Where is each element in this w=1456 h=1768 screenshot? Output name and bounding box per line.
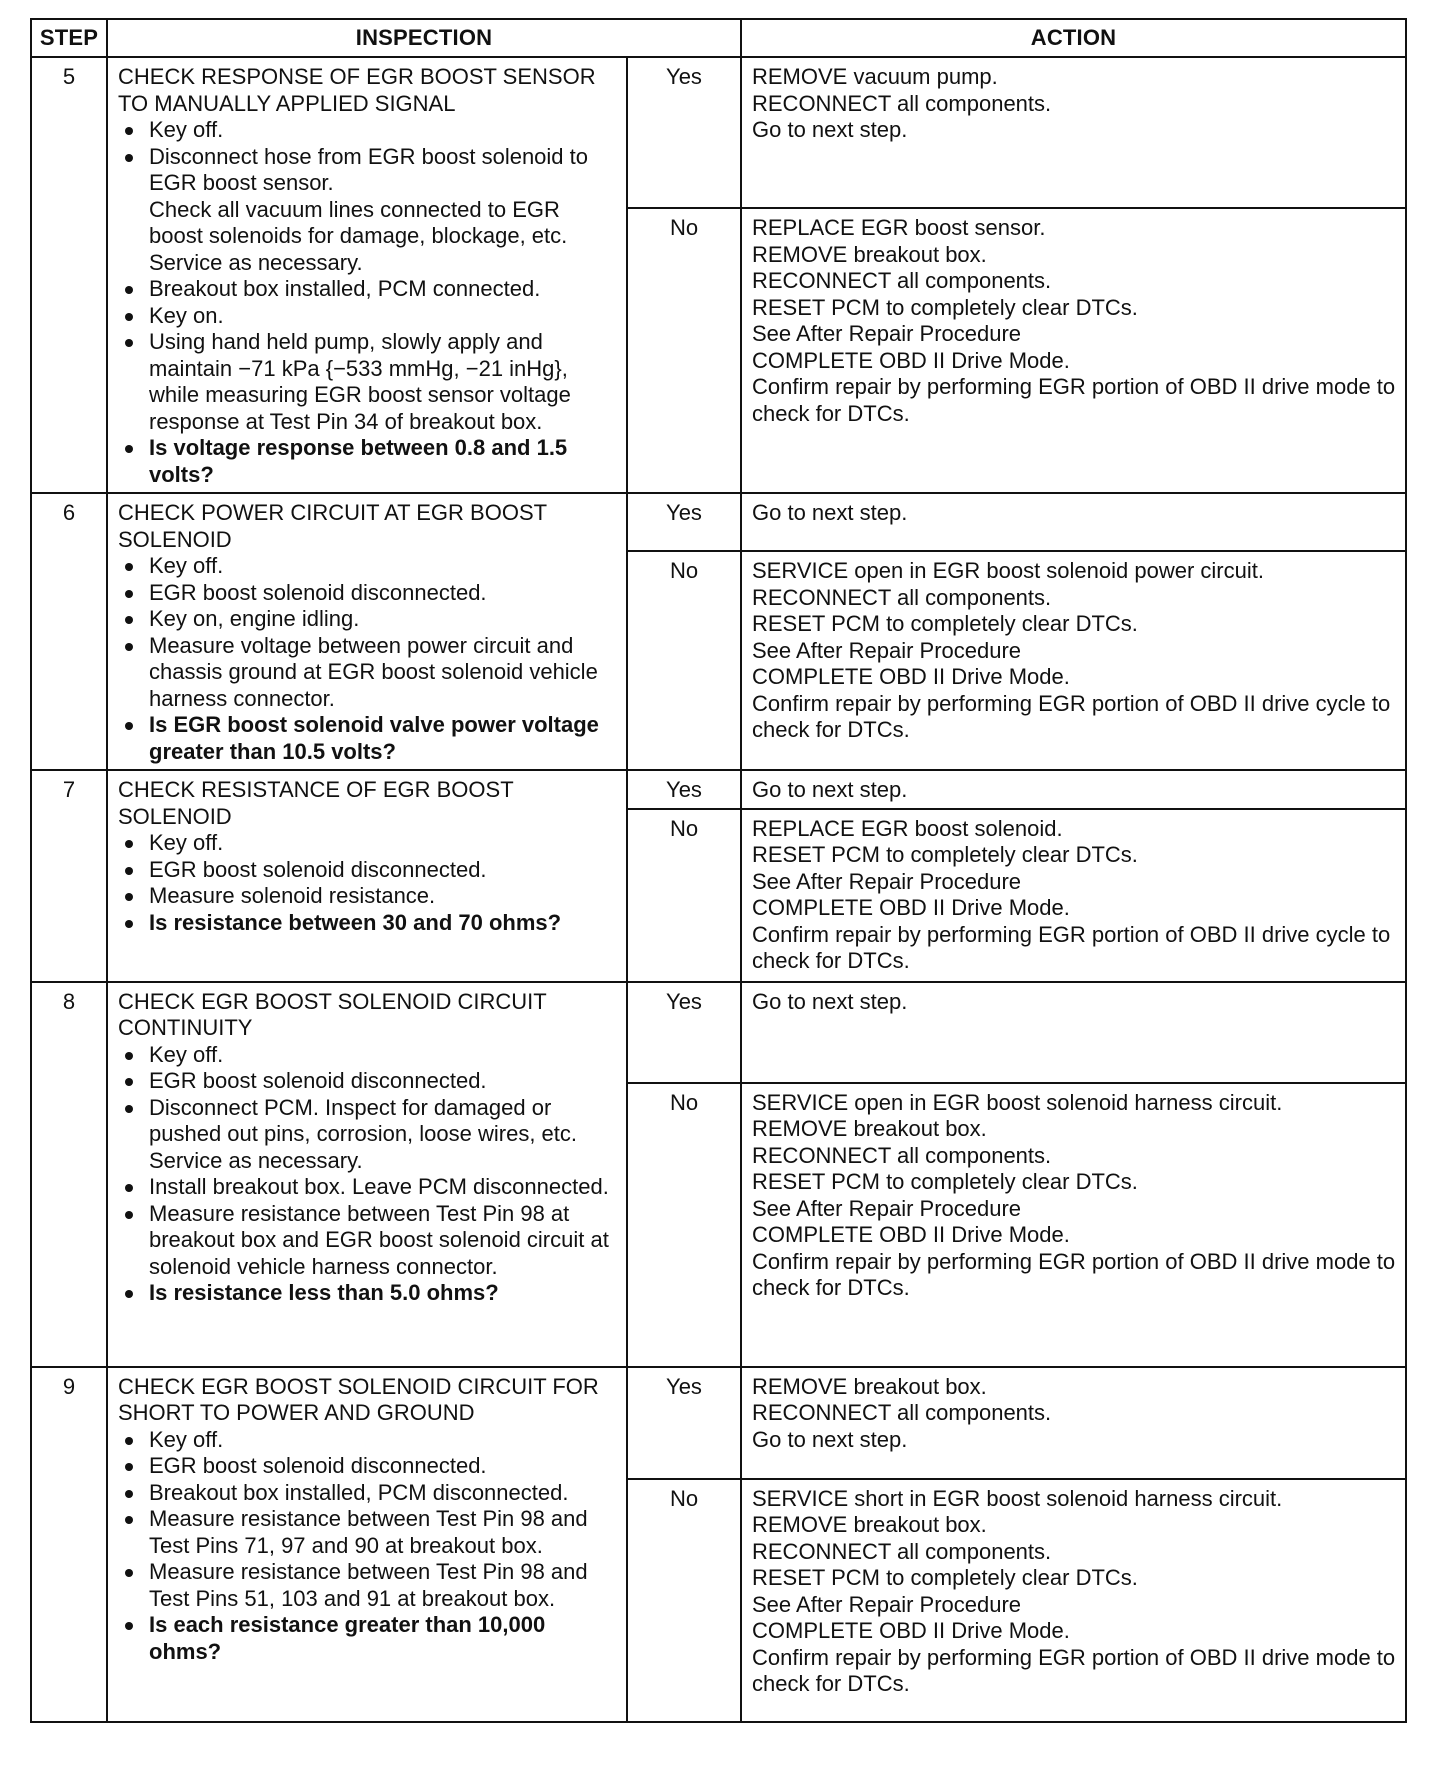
diagnostic-table bbox=[30, 18, 1407, 1723]
inspection-bullet: Key off. bbox=[118, 553, 618, 580]
action-line: SERVICE open in EGR boost solenoid power circuit. bbox=[752, 558, 1264, 584]
action-line: Confirm repair by performing EGR portion of OBD II drive cycle to check for DTCs. bbox=[752, 921, 1391, 973]
inspection-bullet: Measure solenoid resistance. bbox=[118, 883, 618, 910]
inspection-bullet: Measure resistance between Test Pin 98 at breakout box and EGR boost solenoid circuit at solenoid vehicle harness connector. bbox=[118, 1201, 618, 1281]
answer-yes: Yes bbox=[627, 770, 741, 809]
action-line: See After Repair Procedure bbox=[752, 637, 1022, 663]
inspection-bullet: Install breakout box. Leave PCM disconnected. bbox=[118, 1174, 618, 1201]
action-no bbox=[741, 1479, 1406, 1722]
action-line: See After Repair Procedure bbox=[752, 1591, 1022, 1617]
action-line: Confirm repair by performing EGR portion of OBD II drive mode to check for DTCs. bbox=[752, 374, 1396, 426]
action-line: RECONNECT all components. bbox=[752, 1142, 1052, 1168]
action-line: COMPLETE OBD II Drive Mode. bbox=[752, 1222, 1070, 1247]
inspection-bullet: Key off. bbox=[118, 1042, 618, 1069]
answer-no: No bbox=[627, 1083, 741, 1367]
table-row bbox=[31, 57, 1406, 208]
inspection-bullet: EGR boost solenoid disconnected. bbox=[118, 580, 618, 607]
action-line: RECONNECT all components. bbox=[752, 268, 1052, 294]
action-line: Confirm repair by performing EGR portion of OBD II drive cycle to check for DTCs. bbox=[752, 690, 1391, 743]
inspection-list bbox=[118, 117, 618, 488]
inspection-bullet: EGR boost solenoid disconnected. bbox=[118, 1068, 618, 1095]
action-line: RECONNECT all components. bbox=[752, 1538, 1052, 1564]
action-line: REPLACE EGR boost sensor. bbox=[752, 215, 1046, 241]
action-line: Go to next step. bbox=[752, 777, 908, 802]
action-line: Confirm repair by performing EGR portion of OBD II drive mode to check for DTCs. bbox=[752, 1248, 1396, 1300]
inspection-bullet: Disconnect PCM. Inspect for damaged or pushed out pins, corrosion, loose wires, etc. Service as necessary. bbox=[118, 1095, 618, 1175]
inspection-list bbox=[118, 1042, 618, 1307]
answer-yes: Yes bbox=[627, 982, 741, 1083]
inspection-bullet: Disconnect hose from EGR boost solenoid to EGR boost sensor. bbox=[118, 144, 618, 197]
inspection-bullet: Key off. bbox=[118, 830, 618, 857]
action-line: SERVICE open in EGR boost solenoid harness circuit. bbox=[752, 1089, 1283, 1115]
action-line: REMOVE breakout box. bbox=[752, 241, 987, 267]
inspection-cell bbox=[107, 493, 627, 770]
action-line: RECONNECT all components. bbox=[752, 90, 1052, 116]
inspection-bullet: EGR boost solenoid disconnected. bbox=[118, 1453, 618, 1480]
action-yes bbox=[741, 493, 1406, 551]
answer-no: No bbox=[627, 208, 741, 493]
action-line: Go to next step. bbox=[752, 988, 908, 1014]
inspection-title: CHECK POWER CIRCUIT AT EGR BOOST SOLENOID bbox=[118, 500, 547, 552]
action-line: See After Repair Procedure bbox=[752, 1195, 1022, 1221]
action-yes bbox=[741, 770, 1406, 809]
action-yes bbox=[741, 1367, 1406, 1479]
answer-no: No bbox=[627, 1479, 741, 1722]
inspection-title: CHECK EGR BOOST SOLENOID CIRCUIT FOR SHORT TO POWER AND GROUND bbox=[118, 1373, 599, 1425]
step-number: 7 bbox=[31, 770, 107, 982]
action-line: Go to next step. bbox=[752, 117, 908, 142]
header-step: STEP bbox=[31, 19, 107, 57]
answer-yes: Yes bbox=[627, 57, 741, 208]
answer-no: No bbox=[627, 809, 741, 982]
inspection-bullet: Measure voltage between power circuit and chassis ground at EGR boost solenoid vehicle harness connector. bbox=[118, 633, 618, 713]
inspection-cell bbox=[107, 57, 627, 493]
action-line: Confirm repair by performing EGR portion of OBD II drive mode to check for DTCs. bbox=[752, 1644, 1396, 1696]
answer-yes: Yes bbox=[627, 1367, 741, 1479]
inspection-question: Is resistance less than 5.0 ohms? bbox=[118, 1280, 618, 1307]
action-line: RESET PCM to completely clear DTCs. bbox=[752, 1565, 1138, 1590]
action-line: REPLACE EGR boost solenoid. bbox=[752, 815, 1063, 841]
table-row bbox=[31, 770, 1406, 809]
inspection-title: CHECK EGR BOOST SOLENOID CIRCUIT CONTINUITY bbox=[118, 988, 547, 1040]
action-line: RESET PCM to completely clear DTCs. bbox=[752, 1169, 1138, 1194]
step-number: 5 bbox=[31, 57, 107, 493]
action-yes bbox=[741, 982, 1406, 1083]
action-line: COMPLETE OBD II Drive Mode. bbox=[752, 1618, 1070, 1643]
action-line: See After Repair Procedure bbox=[752, 868, 1022, 894]
action-no bbox=[741, 809, 1406, 982]
inspection-bullet: EGR boost solenoid disconnected. bbox=[118, 857, 618, 884]
table-body bbox=[31, 57, 1406, 1722]
inspection-bullet: Key off. bbox=[118, 117, 618, 144]
action-line: RECONNECT all components. bbox=[752, 584, 1052, 610]
inspection-question: Is voltage response between 0.8 and 1.5 volts? bbox=[118, 435, 618, 488]
step-number: 8 bbox=[31, 982, 107, 1367]
inspection-question: Is resistance between 30 and 70 ohms? bbox=[118, 910, 618, 937]
action-line: RESET PCM to completely clear DTCs. bbox=[752, 294, 1138, 320]
inspection-cell bbox=[107, 770, 627, 982]
answer-yes: Yes bbox=[627, 493, 741, 551]
table-row bbox=[31, 982, 1406, 1083]
inspection-bullet: Breakout box installed, PCM disconnected. bbox=[118, 1480, 618, 1507]
inspection-question: Is each resistance greater than 10,000 ohms? bbox=[118, 1612, 618, 1665]
action-yes bbox=[741, 57, 1406, 208]
inspection-title: CHECK RESISTANCE OF EGR BOOST SOLENOID bbox=[118, 777, 514, 829]
inspection-cell bbox=[107, 982, 627, 1367]
inspection-bullet: Using hand held pump, slowly apply and maintain −71 kPa {−533 mmHg, −21 inHg}, while measuring EGR boost sensor voltage response at Test Pin 34 of breakout box. bbox=[118, 329, 618, 435]
step-number: 9 bbox=[31, 1367, 107, 1722]
action-line: COMPLETE OBD II Drive Mode. bbox=[752, 347, 1070, 373]
inspection-bullet: Measure resistance between Test Pin 98 and Test Pins 71, 97 and 90 at breakout box. bbox=[118, 1506, 618, 1559]
action-line: See After Repair Procedure bbox=[752, 321, 1022, 347]
inspection-list bbox=[118, 553, 618, 765]
inspection-list bbox=[118, 830, 618, 936]
inspection-bullet: Breakout box installed, PCM connected. bbox=[118, 276, 618, 303]
inspection-bullet: Key on. bbox=[118, 303, 618, 330]
action-no bbox=[741, 551, 1406, 770]
action-no bbox=[741, 208, 1406, 493]
inspection-list bbox=[118, 1427, 618, 1666]
step-number: 6 bbox=[31, 493, 107, 770]
action-line: Go to next step. bbox=[752, 500, 908, 525]
action-line: COMPLETE OBD II Drive Mode. bbox=[752, 895, 1070, 920]
inspection-cell bbox=[107, 1367, 627, 1722]
diagnostic-document bbox=[30, 18, 1405, 1723]
action-line: REMOVE vacuum pump. bbox=[752, 64, 998, 89]
inspection-note: Check all vacuum lines connected to EGR boost solenoids for damage, blockage, etc. Service as necessary. bbox=[149, 196, 568, 275]
action-line: RESET PCM to completely clear DTCs. bbox=[752, 842, 1138, 867]
action-line: REMOVE breakout box. bbox=[752, 1116, 987, 1141]
action-line: REMOVE breakout box. bbox=[752, 1512, 987, 1537]
table-row bbox=[31, 1367, 1406, 1479]
action-line: REMOVE breakout box. bbox=[752, 1373, 987, 1399]
header-row bbox=[31, 19, 1406, 57]
action-line: RESET PCM to completely clear DTCs. bbox=[752, 611, 1138, 637]
inspection-bullet: Key off. bbox=[118, 1427, 618, 1454]
action-line: Go to next step. bbox=[752, 1426, 908, 1452]
action-line: RECONNECT all components. bbox=[752, 1400, 1052, 1425]
answer-no: No bbox=[627, 551, 741, 770]
inspection-title: CHECK RESPONSE OF EGR BOOST SENSOR TO MANUALLY APPLIED SIGNAL bbox=[118, 64, 596, 116]
header-inspection: INSPECTION bbox=[107, 19, 741, 57]
action-line: SERVICE short in EGR boost solenoid harness circuit. bbox=[752, 1485, 1283, 1511]
header-action: ACTION bbox=[741, 19, 1406, 57]
action-line: COMPLETE OBD II Drive Mode. bbox=[752, 664, 1070, 690]
action-no bbox=[741, 1083, 1406, 1367]
inspection-bullet: Measure resistance between Test Pin 98 and Test Pins 51, 103 and 91 at breakout box. bbox=[118, 1559, 618, 1612]
inspection-question: Is EGR boost solenoid valve power voltage greater than 10.5 volts? bbox=[118, 712, 618, 765]
inspection-bullet: Key on, engine idling. bbox=[118, 606, 618, 633]
table-row bbox=[31, 493, 1406, 551]
